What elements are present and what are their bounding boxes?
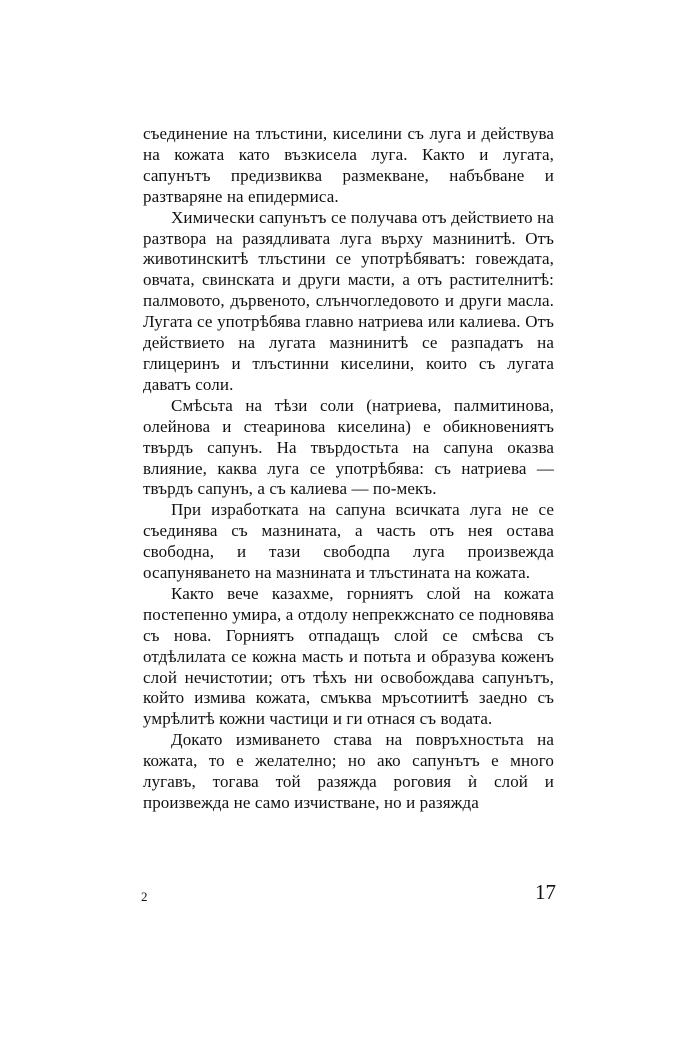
paragraph: Смѣсьта на тѣзи соли (натриева, палмитинова, олейнова и стеаринова киселина) е обикновениятъ твърдъ сапунъ. На твърдостьта на сапуна оказва влияние, каква луга се употрѣбява: съ натриева — твърдъ сапунъ, а съ калиева — по-мекъ. — [143, 395, 554, 499]
paragraph: Докато измиването става на повръхностьта на кожата, то е желателно; но ако сапунътъ е много лугавъ, тогава той разяжда роговия ѝ слой и произвежда не само изчистване, но и разяжда — [143, 730, 554, 812]
paragraph: съединение на тлъстини, киселини съ луга и действува на кожата като възкисела луга. Както и лугата, сапунътъ предизвиква размекване, набъбване и разтваряне на епидермиса. — [143, 124, 554, 206]
signature-mark: 2 — [141, 889, 148, 904]
page-number: 17 — [535, 880, 556, 904]
paragraph: Химически сапунътъ се получава отъ действието на разтвора на разядливата луга върху мазнинитѣ. Отъ животинскитѣ тлъстини се употрѣбяватъ: говеждата, овчата, свинската и други масти, а отъ растителнитѣ: палмовото, дървеното, слънчогледовото и други масла. Лугата се употрѣбява главно натриева или калиева. Отъ действието на лугата мазнинитѣ се разпадатъ на глицеринъ и тлъстинни киселини, които съ лугата даватъ соли. — [143, 207, 554, 394]
paragraph: При изработката на сапуна всичката луга не се съединява съ мазнината, а часть отъ нея остава свободна, и тази свободпа луга произвежда осапуняването на мазнината и тлъстината на кожата. — [143, 500, 554, 583]
page-body-text — [143, 124, 554, 814]
paragraph: Както вече казахме, горниятъ слой на кожата постепенно умира, а отдолу непрекжснато се подновява съ нова. Горниятъ отпадащъ слой се смѣсва съ отдѣлилата се кожна масть и потьта и образува коженъ слой нечистотии; отъ тѣхъ ни освобождава сапунътъ, който измива кожата, смъква мръсотиитѣ заедно съ умрѣлитѣ кожни частици и ги отнася съ водата. — [143, 583, 554, 729]
